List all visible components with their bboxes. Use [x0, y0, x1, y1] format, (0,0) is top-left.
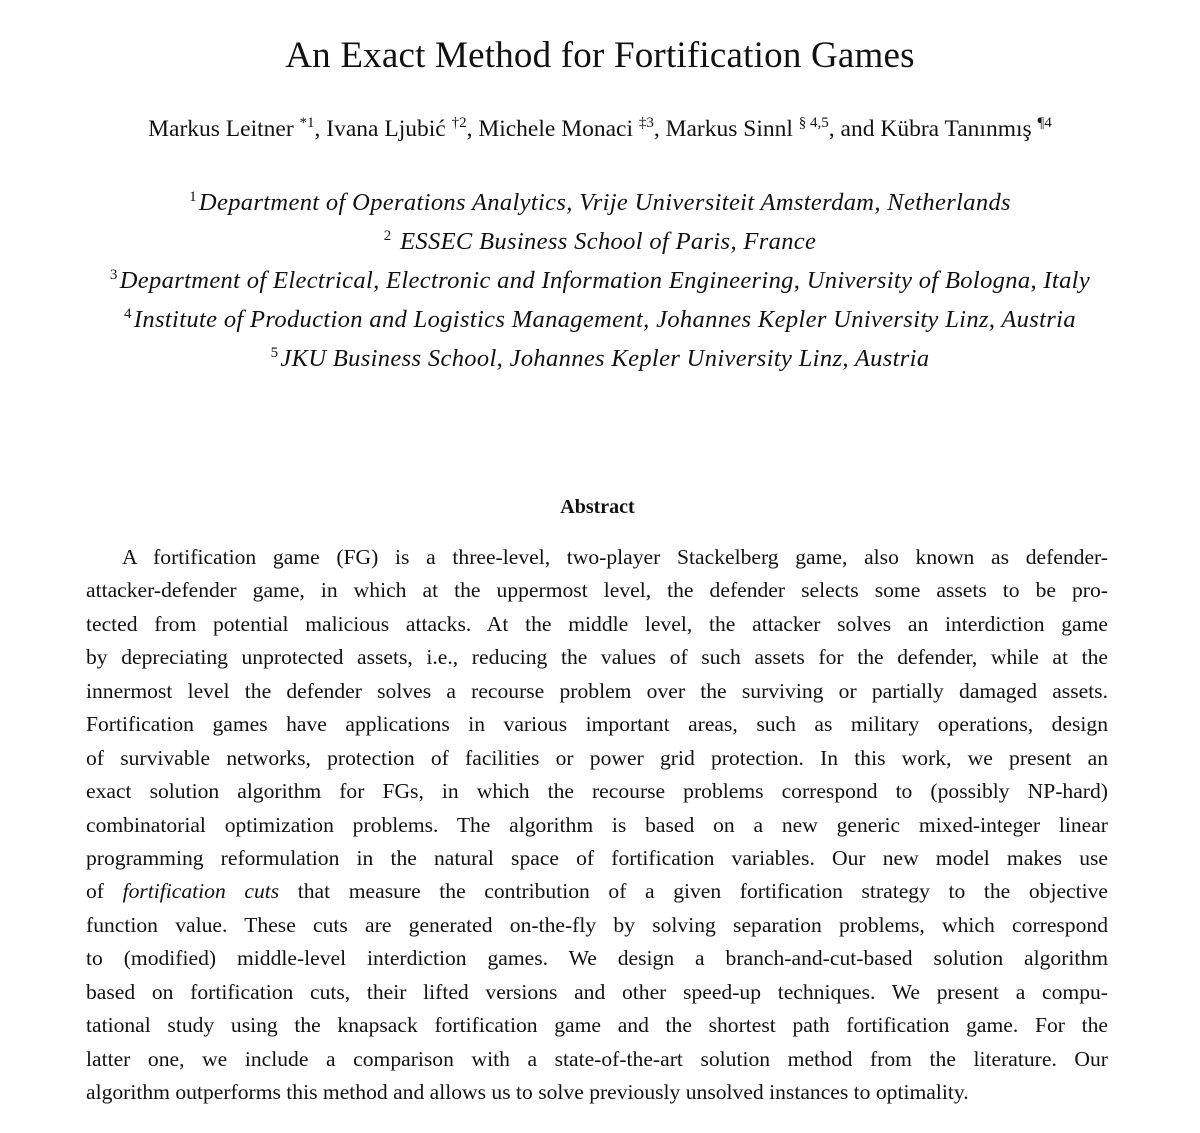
- author-name: Markus Leitner: [148, 116, 294, 142]
- author-separator: ,: [466, 116, 479, 142]
- abstract-line: innermost level the defender solves a recourse problem over the surviving or partially damaged assets.: [86, 678, 1108, 703]
- abstract-line: tational study using the knapsack fortification game and the shortest path fortification game. For the: [86, 1013, 1108, 1038]
- abstract-line: to (modified) middle-level interdiction games. We design a branch-and-cut-based solution algorithm: [86, 946, 1108, 971]
- affiliation-number: 4: [124, 306, 132, 322]
- abstract-line: exact solution algorithm for FGs, in which the recourse problems correspond to (possibly NP-hard): [86, 779, 1108, 804]
- affiliation: [0, 183, 1200, 222]
- abstract-line: A fortification game (FG) is a three-level, two-player Stackelberg game, also known as defender-: [122, 545, 1108, 569]
- author-marks: § 4,5: [798, 115, 829, 131]
- affiliation: [0, 222, 1200, 261]
- affiliation-list: [0, 183, 1200, 378]
- affiliation-text: ESSEC Business School of Paris, France: [400, 228, 817, 255]
- abstract-line: combinatorial optimization problems. The algorithm is based on a new generic mixed-integer linear: [86, 812, 1108, 837]
- abstract-line: programming reformulation in the natural space of fortification variables. Our new model makes use: [86, 845, 1108, 870]
- author-marks: †2: [451, 115, 467, 131]
- abstract-line: of survivable networks, protection of facilities or power grid protection. In this work, we present an: [86, 745, 1108, 770]
- abstract-heading: Abstract: [560, 496, 635, 518]
- author-separator: ,: [653, 116, 666, 142]
- abstract-line: function value. These cuts are generated on-the-fly by solving separation problems, which correspond: [86, 912, 1108, 937]
- author-name: Markus Sinnl: [665, 116, 793, 142]
- abstract-line: by depreciating unprotected assets, i.e., reducing the values of such assets for the defender, while at the: [86, 645, 1108, 670]
- abstract-line-before: of: [86, 879, 123, 904]
- affiliation-number: 2: [383, 228, 392, 244]
- abstract-line: attacker-defender game, in which at the uppermost level, the defender selects some assets to be pro-: [86, 578, 1108, 603]
- affiliation-text: Institute of Production and Logistics Management, Johannes Kepler University Linz, Austria: [133, 306, 1076, 333]
- affiliation: [0, 339, 1200, 378]
- emphasized-term: fortification cuts: [122, 879, 280, 904]
- affiliation-number: 5: [270, 345, 279, 361]
- author-name: Kübra Tanınmış: [880, 116, 1032, 142]
- abstract-line: [86, 875, 1108, 908]
- author-name: Michele Monaci: [478, 116, 633, 142]
- paper-title: An Exact Method for Fortification Games: [285, 35, 915, 76]
- author: [666, 116, 829, 142]
- author-separator: , and: [828, 116, 881, 142]
- abstract-line-after: that measure the contribution of a given fortification strategy to the objective: [279, 879, 1108, 904]
- abstract-line: Fortification games have applications in various important areas, such as military operations, design: [86, 712, 1108, 737]
- author-list: [0, 116, 1200, 143]
- author-marks: ‡3: [638, 115, 654, 131]
- affiliation-number: 1: [189, 189, 197, 205]
- author-marks: ¶4: [1037, 115, 1052, 131]
- abstract-line: based on fortification cuts, their lifted versions and other speed-up techniques. We present a compu-: [86, 979, 1108, 1004]
- author-marks: *1: [299, 115, 315, 131]
- abstract-line: algorithm outperforms this method and allows us to solve previously unsolved instances to optimality.: [86, 1080, 969, 1104]
- author: [148, 116, 314, 142]
- author-separator: ,: [314, 116, 327, 142]
- affiliation-text: JKU Business School, Johannes Kepler University Linz, Austria: [280, 345, 930, 372]
- affiliation-text: Department of Electrical, Electronic and Information Engineering, University of Bologna, Italy: [119, 267, 1091, 294]
- affiliation: [0, 300, 1200, 339]
- affiliation: [0, 261, 1200, 300]
- author: [326, 116, 466, 142]
- author: [880, 116, 1051, 142]
- affiliation-number: 3: [109, 267, 118, 283]
- abstract-body: [86, 541, 1108, 1109]
- author-name: Ivana Ljubić: [326, 116, 446, 142]
- abstract-line: latter one, we include a comparison with a state-of-the-art solution method from the literature. Our: [86, 1046, 1108, 1071]
- abstract-line: tected from potential malicious attacks. At the middle level, the attacker solves an interdiction game: [86, 611, 1108, 636]
- author: [478, 116, 654, 142]
- affiliation-text: Department of Operations Analytics, Vrije Universiteit Amsterdam, Netherlands: [198, 189, 1011, 216]
